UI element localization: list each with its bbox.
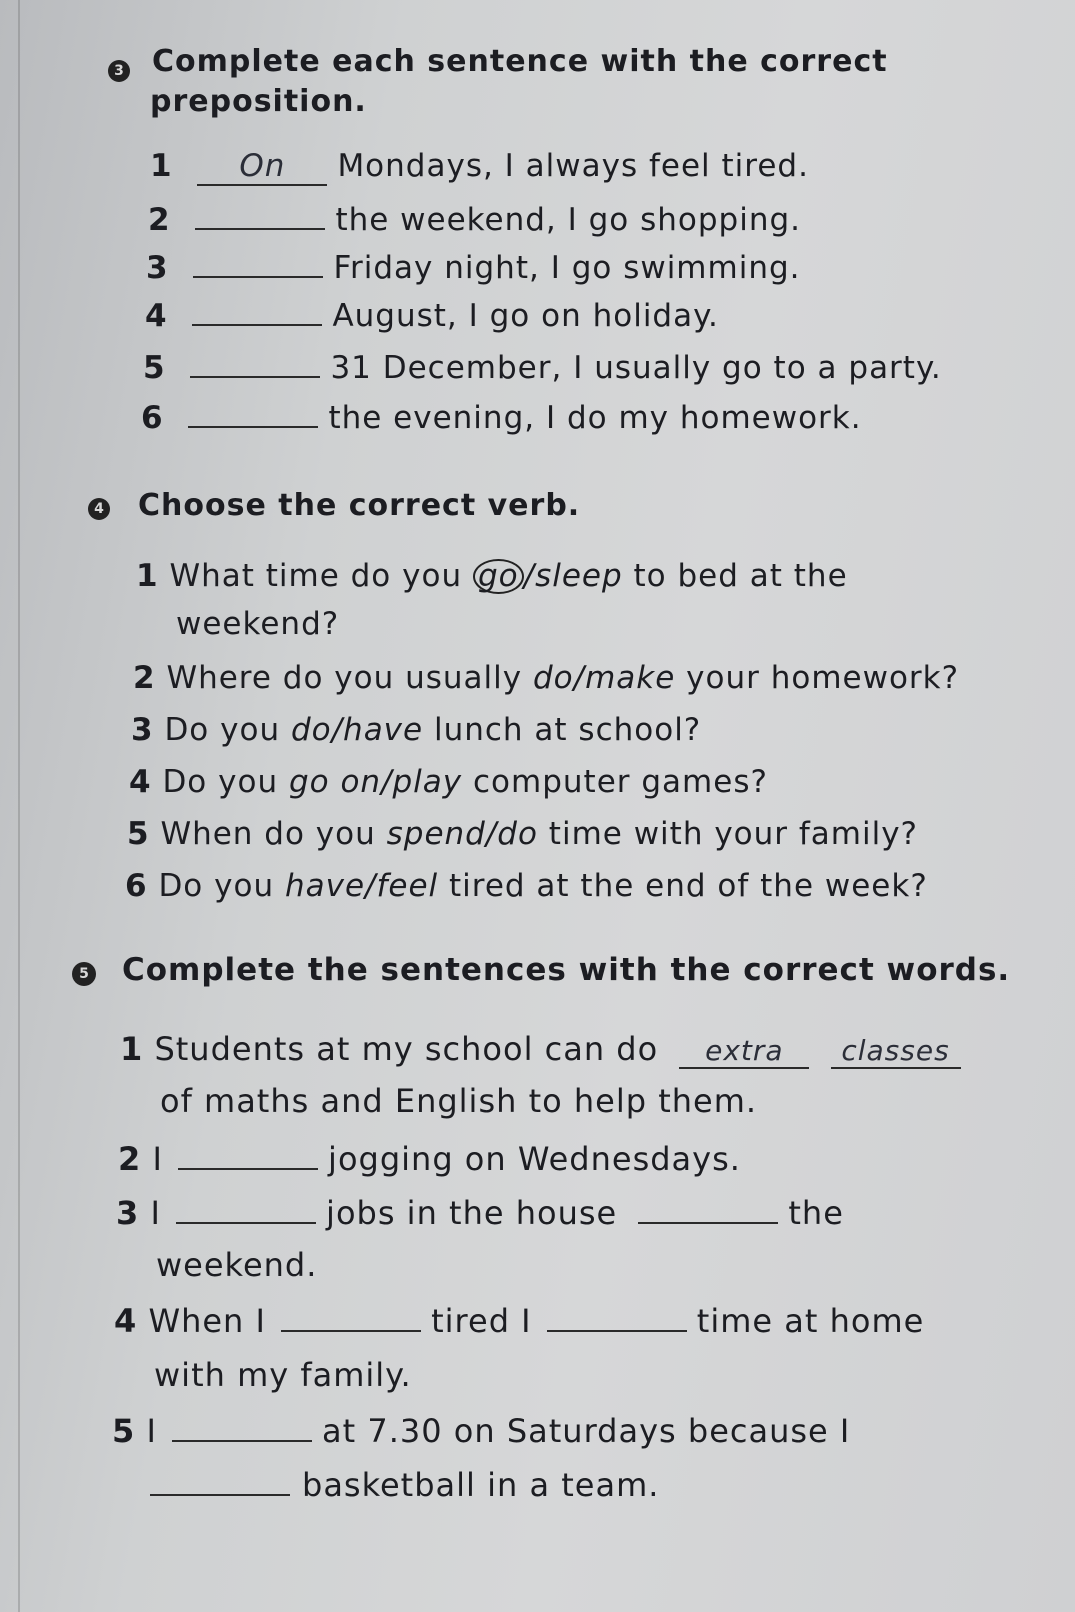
ex4-item-6-choice[interactable]: have/feel: [284, 868, 439, 904]
ex4-item-2: 2 Where do you usually do/make your homework?: [133, 660, 960, 696]
ex5-item-3-cont: weekend.: [156, 1246, 318, 1284]
ex4-item-1-choice-sleep[interactable]: sleep: [535, 558, 623, 594]
ex4-item-1-choice-go-circled[interactable]: go: [473, 559, 524, 594]
ex5-item-2: 2 I jogging on Wednesdays.: [118, 1140, 741, 1178]
ex5-item-4: 4 When I tired I time at home: [114, 1302, 925, 1340]
ex5-item-1-answer-1[interactable]: extra: [679, 1034, 809, 1069]
ex4-item-2-choice[interactable]: do/make: [532, 660, 676, 696]
ex5-item-4-cont: with my family.: [154, 1356, 412, 1394]
ex4-item-4-choice[interactable]: go on/play: [288, 764, 463, 800]
exercise-5-title: Complete the sentences with the correct words.: [122, 952, 1011, 988]
ex5-item-5-blank-1[interactable]: [172, 1410, 312, 1442]
ex3-item-2-blank[interactable]: [195, 198, 325, 230]
ex5-item-1: 1 Students at my school can do extra classes: [120, 1030, 961, 1069]
ex3-item-5-blank[interactable]: [190, 346, 320, 378]
ex5-item-5-blank-2[interactable]: [150, 1464, 290, 1496]
ex5-item-3-blank-1[interactable]: [176, 1192, 316, 1224]
ex3-item-6-blank[interactable]: [188, 396, 318, 428]
exercise-4-badge: 4: [88, 498, 110, 520]
ex4-item-5-choice[interactable]: spend/do: [386, 816, 538, 852]
ex3-item-4: 4 August, I go on holiday.: [145, 294, 719, 334]
ex5-item-4-blank-1[interactable]: [281, 1300, 421, 1332]
ex5-item-5: 5 I at 7.30 on Saturdays because I: [112, 1412, 851, 1450]
ex5-item-3-blank-2[interactable]: [638, 1192, 778, 1224]
ex3-item-6: 6 the evening, I do my homework.: [141, 396, 862, 436]
ex4-item-1: 1 What time do you go /sleep to bed at the: [136, 558, 848, 594]
exercise-4-title: Choose the correct verb.: [138, 488, 581, 523]
exercise-5-badge: 5: [72, 962, 96, 986]
ex4-item-6: 6 Do you have/feel tired at the end of the week?: [125, 868, 928, 904]
ex5-item-2-blank[interactable]: [178, 1138, 318, 1170]
ex4-item-3: 3 Do you do/have lunch at school?: [131, 712, 702, 748]
exercise-3-badge: 3: [108, 60, 130, 82]
ex5-item-5-cont: basketball in a team.: [150, 1464, 659, 1504]
ex4-item-5: 5 When do you spend/do time with your family?: [127, 816, 919, 852]
ex3-item-3: 3 Friday night, I go swimming.: [146, 246, 801, 286]
ex3-item-1: 1 On Mondays, I always feel tired.: [150, 148, 809, 184]
exercise-3-title-line2: preposition.: [150, 84, 367, 119]
ex5-item-1-cont: of maths and English to help them.: [160, 1082, 758, 1120]
ex4-item-1-cont: weekend?: [176, 606, 340, 642]
ex5-item-3: 3 I jobs in the house the: [116, 1194, 844, 1232]
exercise-3-title-line1: Complete each sentence with the correct: [152, 44, 888, 79]
ex3-item-2: 2 the weekend, I go shopping.: [148, 198, 801, 238]
ex4-item-4: 4 Do you go on/play computer games?: [129, 764, 768, 800]
ex3-item-5: 5 31 December, I usually go to a party.: [143, 346, 942, 386]
ex3-item-3-blank[interactable]: [193, 246, 323, 278]
ex3-item-4-blank[interactable]: [192, 294, 322, 326]
ex4-item-3-choice[interactable]: do/have: [290, 712, 424, 748]
ex5-item-4-blank-2[interactable]: [547, 1300, 687, 1332]
ex5-item-1-answer-2[interactable]: classes: [831, 1034, 961, 1069]
page-fold-line: [18, 0, 20, 1612]
ex3-item-1-answer[interactable]: On: [197, 148, 327, 186]
